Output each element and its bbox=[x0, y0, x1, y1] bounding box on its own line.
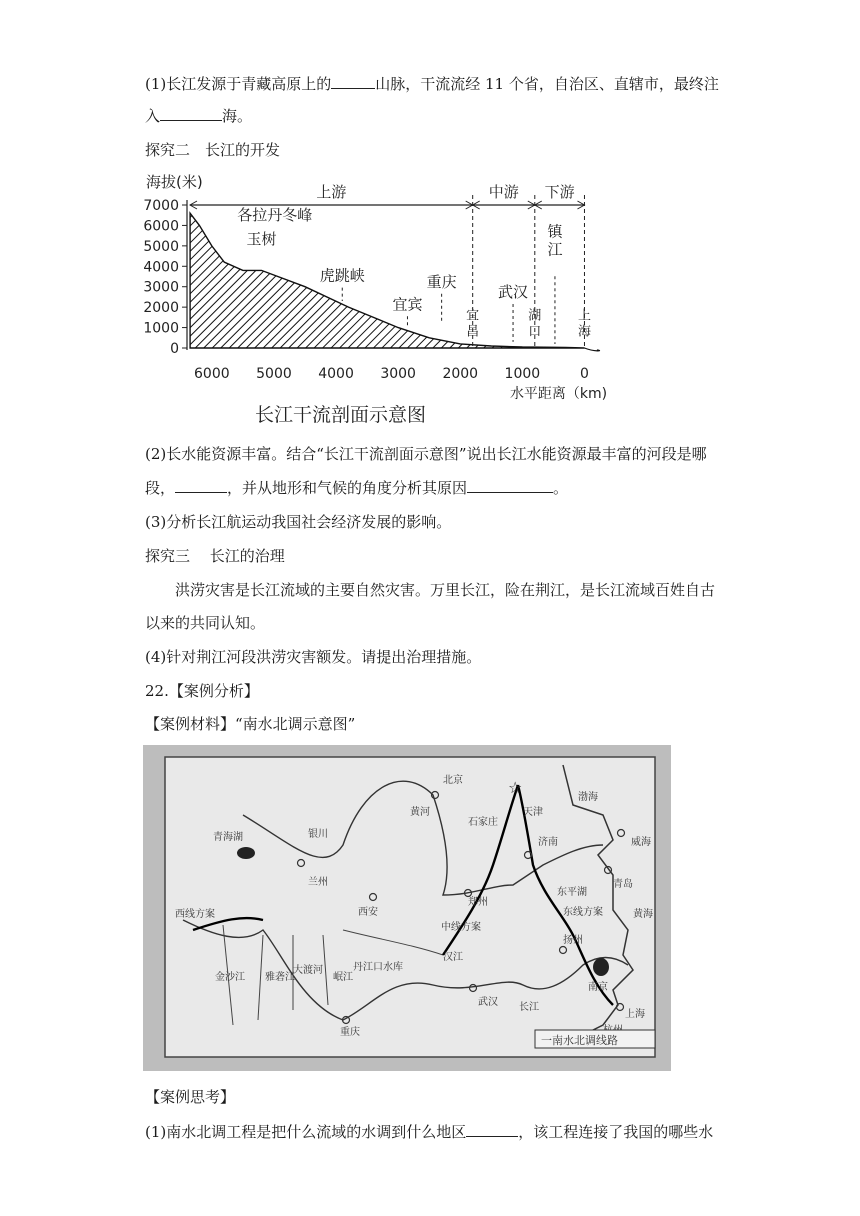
x-tick-label: 0 bbox=[580, 366, 589, 382]
x-tick-label: 6000 bbox=[194, 366, 230, 382]
map-place-label: 西安 bbox=[358, 907, 378, 918]
map-place-label: 汉江 bbox=[443, 952, 463, 963]
place-label: 湖 bbox=[528, 308, 542, 324]
y-tick-label: 2000 bbox=[143, 300, 179, 317]
case-material-heading: 【案例材料】“南水北调示意图” bbox=[145, 715, 356, 733]
map-place-label: 黄海 bbox=[633, 909, 653, 920]
x-tick-label: 1000 bbox=[504, 366, 541, 382]
map-place-label: 威海 bbox=[631, 837, 651, 848]
place-label: 宜 bbox=[466, 308, 480, 324]
south-north-water-map bbox=[143, 745, 671, 1071]
map-place-label: 银川 bbox=[308, 829, 328, 840]
map-place-label: 东平湖 bbox=[557, 887, 587, 898]
x-tick-label: 4000 bbox=[318, 366, 354, 382]
map-place-label: 雅砻江 bbox=[265, 972, 295, 983]
place-label: 口 bbox=[528, 324, 542, 340]
answer-blank[interactable] bbox=[160, 106, 222, 121]
map-place-label: 郑州 bbox=[468, 897, 488, 908]
y-tick-label: 5000 bbox=[143, 238, 179, 255]
segment-label: 上游 bbox=[316, 183, 347, 201]
map-place-label: 石家庄 bbox=[468, 817, 498, 828]
question-2-line-1: (2)长水能资源丰富。结合“长江干流剖面示意图”说出长江水能资源最丰富的河段是哪 bbox=[145, 445, 707, 463]
answer-blank[interactable] bbox=[331, 74, 375, 89]
answer-blank[interactable] bbox=[466, 1122, 518, 1137]
y-tick-label: 3000 bbox=[143, 279, 179, 296]
map-place-label: 重庆 bbox=[340, 1027, 360, 1038]
segment-label: 下游 bbox=[544, 183, 575, 201]
place-label: 上 bbox=[577, 308, 591, 324]
place-label: 重庆 bbox=[426, 272, 457, 291]
place-label: 各拉丹冬峰 bbox=[237, 206, 313, 225]
place-label: 武汉 bbox=[498, 283, 529, 302]
section-heading-3: 探究三 长江的治理 bbox=[145, 547, 285, 565]
question-22-heading: 22.【案例分析】 bbox=[145, 682, 259, 700]
map-place-label: 青岛 bbox=[613, 879, 633, 890]
y-tick-label: 7000 bbox=[143, 198, 179, 214]
y-axis-label: 海拔(米) bbox=[146, 173, 203, 191]
answer-blank[interactable] bbox=[175, 478, 227, 493]
segment-label: 中游 bbox=[488, 183, 519, 201]
map-place-label: 济南 bbox=[538, 837, 558, 848]
place-label: 江 bbox=[547, 240, 563, 259]
case-thinking-heading: 【案例思考】 bbox=[145, 1088, 236, 1106]
beijing-star-icon: ☆ bbox=[508, 778, 523, 797]
question-4: (4)针对荆江河段洪涝灾害额发。请提出治理措施。 bbox=[145, 648, 482, 666]
map-place-label: 黄河 bbox=[410, 807, 430, 818]
question-2-line-2: 段， ，并从地形和气候的角度分析其原因 。 bbox=[145, 479, 569, 497]
map-place-label: 丹江口水库 bbox=[353, 962, 403, 973]
place-label: 镇 bbox=[547, 222, 563, 241]
map-place-label: 武汉 bbox=[478, 997, 498, 1008]
map-legend-text: 一南水北调线路 bbox=[541, 1034, 618, 1047]
map-place-label: 上海 bbox=[625, 1009, 645, 1020]
place-label: 昌 bbox=[466, 324, 480, 340]
y-tick-label: 6000 bbox=[143, 218, 179, 235]
map-place-label: 青海湖 bbox=[213, 832, 243, 843]
map-place-label: 中线方案 bbox=[441, 922, 481, 933]
section-heading-2: 探究二 长江的开发 bbox=[145, 141, 281, 159]
x-tick-label: 3000 bbox=[380, 366, 416, 382]
y-tick-label: 4000 bbox=[143, 259, 179, 276]
paragraph-line-2: 以来的共同认知。 bbox=[145, 614, 266, 632]
place-label: 虎跳峡 bbox=[319, 266, 365, 285]
y-tick-label: 0 bbox=[170, 341, 179, 357]
question-3: (3)分析长江航运动我国社会经济发展的影响。 bbox=[145, 513, 452, 531]
x-axis-label: 水平距离（km) bbox=[509, 386, 608, 402]
map-place-label: 天津 bbox=[523, 807, 543, 818]
answer-blank[interactable] bbox=[467, 478, 553, 493]
place-label: 海 bbox=[577, 324, 591, 340]
chart-caption: 长江干流剖面示意图 bbox=[255, 404, 427, 426]
map-place-label: 西线方案 bbox=[175, 909, 215, 920]
river-mouth-line bbox=[584, 348, 599, 351]
x-tick-label: 5000 bbox=[256, 366, 292, 382]
map-place-label: 东线方案 bbox=[563, 907, 603, 918]
question-1-line-1: (1)长江发源于青藏高原上的 山脉，干流流经 11 个省，自治区、直辖市，最终注 bbox=[145, 75, 719, 93]
qinghai-lake bbox=[237, 847, 255, 859]
x-tick-label: 2000 bbox=[442, 366, 479, 382]
question-1-line-2: 入 海。 bbox=[145, 107, 253, 125]
y-tick-label: 1000 bbox=[143, 320, 179, 337]
map-place-label: 大渡河 bbox=[293, 965, 323, 976]
question-22-1: (1)南水北调工程是把什么流域的水调到什么地区 ，该工程连接了我国的哪些水 bbox=[145, 1123, 714, 1141]
map-place-label: 岷江 bbox=[333, 972, 353, 983]
paragraph-line-1: 洪涝灾害是长江流域的主要自然灾害。万里长江，险在荆江，是长江流域百姓自古 bbox=[175, 581, 716, 599]
map-place-label: 金沙江 bbox=[215, 972, 245, 983]
map-place-label: 南京 bbox=[588, 982, 608, 993]
map-place-label: 渤海 bbox=[578, 792, 598, 803]
place-label: 宜宾 bbox=[392, 295, 423, 314]
map-place-label: 扬州 bbox=[563, 935, 583, 946]
taihu-lake bbox=[593, 958, 609, 976]
yangtze-profile-chart bbox=[140, 165, 610, 405]
map-place-label: 兰州 bbox=[308, 877, 328, 888]
place-label: 玉树 bbox=[246, 229, 277, 248]
map-place-label: 北京 bbox=[443, 775, 463, 786]
map-place-label: 长江 bbox=[519, 1002, 539, 1013]
